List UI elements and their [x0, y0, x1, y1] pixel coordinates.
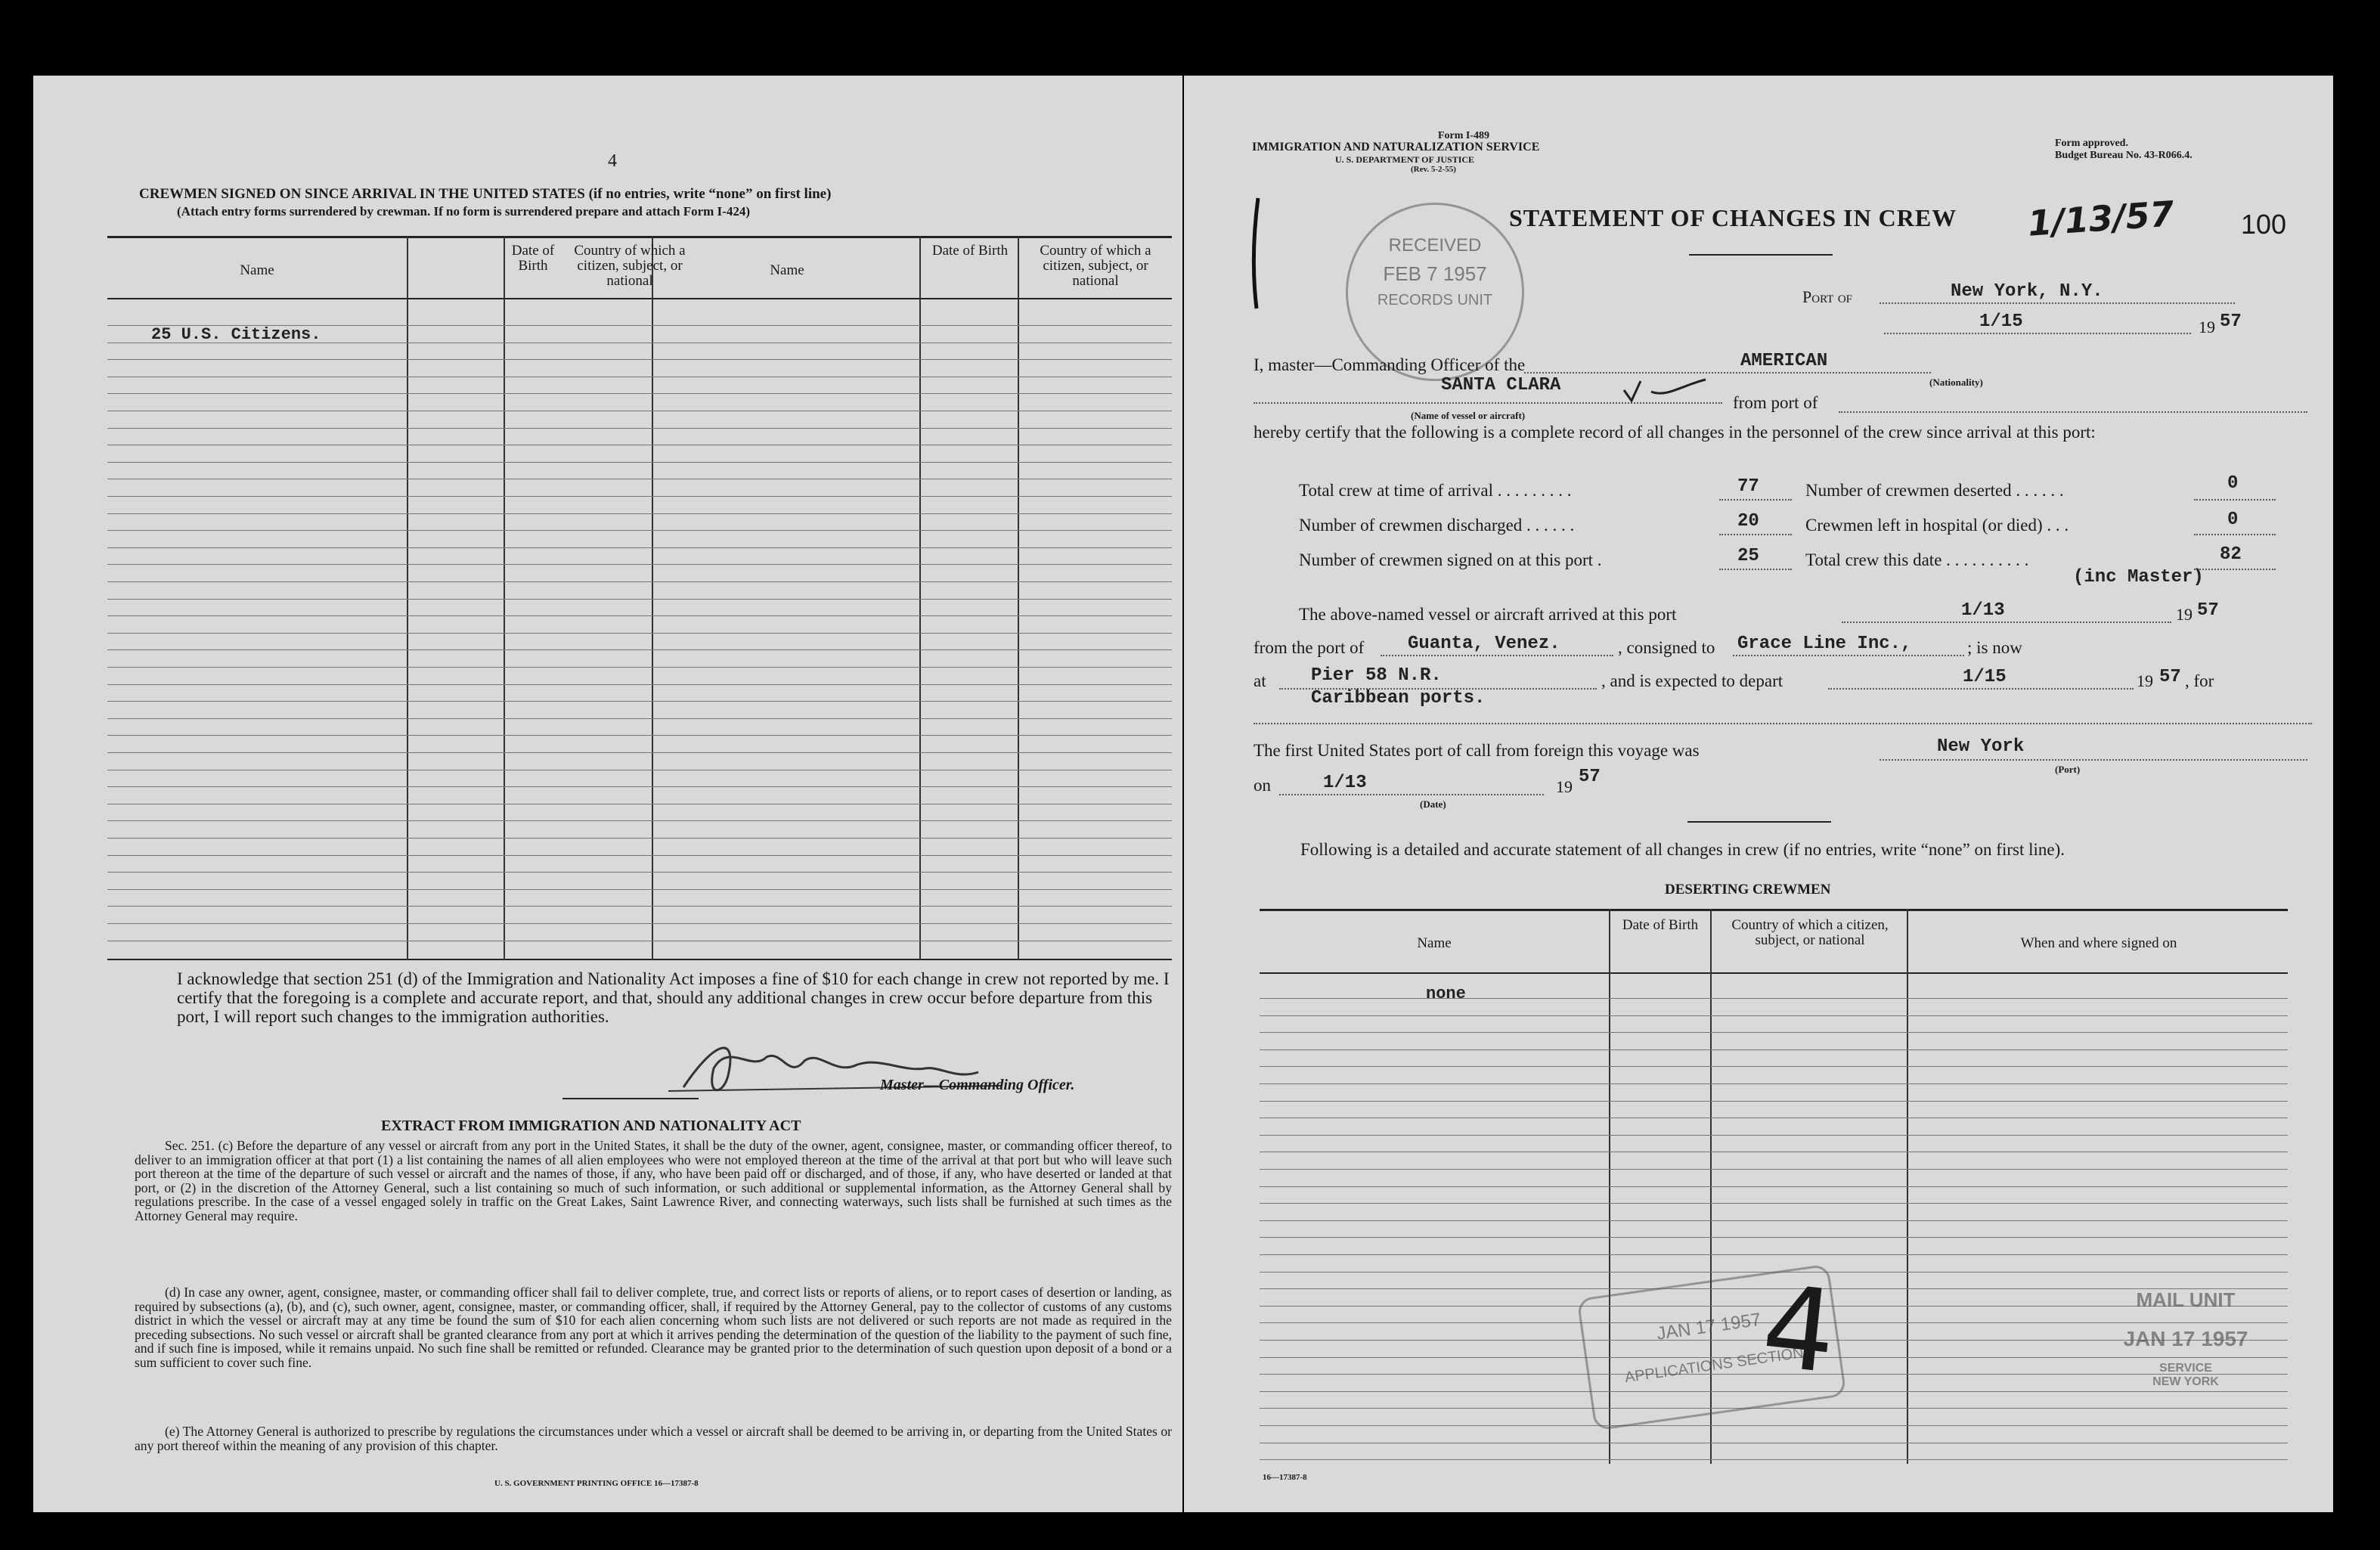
arrival-year: 57	[2197, 600, 2219, 621]
arrival-year-prefix: 19	[2176, 605, 2193, 624]
table-row	[107, 615, 1172, 616]
arrived-label: The above-named vessel or aircraft arrived at this port	[1299, 605, 1677, 624]
table-row	[107, 667, 1172, 668]
table-row	[1260, 1203, 2288, 1204]
nationality-caption: (Nationality)	[1929, 377, 1983, 388]
signature-caption: Master—Commanding Officer.	[880, 1077, 1075, 1093]
table-row	[107, 564, 1172, 565]
first-date-value: 1/13	[1323, 773, 1367, 793]
table-row	[107, 855, 1172, 856]
deserting-entry: none	[1426, 984, 1466, 1003]
discharged-value: 20	[1737, 511, 1759, 532]
table-row	[1260, 1015, 2288, 1016]
extract-title: EXTRACT FROM IMMIGRATION AND NATIONALITY ACT	[381, 1118, 801, 1134]
col-header-country-2: Country of which a citizen, subject, or national	[1040, 243, 1151, 289]
vessel-caption: (Name of vessel or aircraft)	[1411, 410, 1526, 421]
port-label: Port of	[1802, 287, 1853, 306]
signed-on-subtitle: (Attach entry forms surrendered by crewman. If no form is surrendered prepare and attach Form I-424)	[177, 204, 750, 219]
extract-paragraph-c: Sec. 251. (c) Before the departure of any vessel or aircraft from any port in the United States, it shall be the duty of the owner, agent, consignee, master, or commanding officer thereof, to deliver to an immigration officer at that port (1) a list containing the names of all alien employees who were not employed thereon at the time of the arrival at that port but who will leave such port thereon at the time of the departure of such vessel or aircraft and the names of those, if any, who have been paid off or discharged, and of those, if any, who have deserted or landed at that port, or (2) in the discretion of the Attorney General, such a list containing so much of such information, or such additional or supplemental information, as the Attorney General shall by regulations prescribe. In the case of a vessel engaged solely in traffic on the Great Lakes, Saint Lawrence River, and connecting waterways, such lists shall be furnished at such times as the Attorney General may require.	[135, 1138, 1172, 1223]
col-header-name-1: Name	[240, 262, 274, 278]
table-row	[1260, 1101, 2288, 1102]
agency-name: IMMIGRATION AND NATURALIZATION SERVICE	[1252, 141, 1540, 153]
report-date: 1/15	[1979, 312, 2023, 332]
form-number: Form I-489	[1438, 130, 1490, 141]
signed-on-table	[107, 236, 1172, 960]
table-row	[107, 649, 1172, 650]
handwritten-initial: 4	[1756, 1260, 1842, 1400]
page-number: 4	[608, 151, 617, 171]
following-text: Following is a detailed and accurate statement of all changes in crew (if no entries, write “none” on first line).	[1300, 840, 2065, 859]
table-row	[1260, 1220, 2288, 1221]
is-now-label: ; is now	[1967, 638, 2022, 657]
table-row	[1260, 1032, 2288, 1033]
table-row	[107, 581, 1172, 582]
table-row	[107, 428, 1172, 429]
table-row	[107, 906, 1172, 907]
date-caption: (Date)	[1420, 798, 1446, 810]
from-port-of-label: from the port of	[1254, 638, 1365, 657]
deserting-col-dob: Date of Birth	[1622, 917, 1699, 933]
signed-on-label: Number of crewmen signed on at this port .	[1299, 550, 1602, 569]
section-rule	[1687, 821, 1831, 823]
right-page	[1184, 76, 2333, 1512]
left-page	[33, 76, 1182, 1512]
depart-date: 1/15	[1963, 667, 2007, 687]
table-row	[107, 547, 1172, 548]
first-port-label: The first United States port of call from foreign this voyage was	[1254, 741, 1700, 760]
port-caption: (Port)	[2055, 764, 2081, 775]
revision-note: (Rev. 5-2-55)	[1411, 165, 1456, 174]
deserted-value: 0	[2227, 473, 2239, 494]
form-title: STATEMENT OF CHANGES IN CREW	[1509, 204, 1957, 231]
first-year-prefix: 19	[1556, 777, 1573, 796]
signature	[653, 1027, 1016, 1110]
approval-line-1: Form approved.	[2055, 138, 2128, 149]
for-label: , for	[2185, 671, 2214, 690]
table-row	[107, 684, 1172, 685]
applications-section-stamp: JAN 17 1957 APPLICATIONS SECTION	[1576, 1263, 1846, 1431]
col-header-country-1: Country of which a citizen, subject, or national	[574, 243, 686, 289]
table-row	[107, 718, 1172, 719]
total-crew-label: Total crew at time of arrival . . . . . . . . .	[1299, 481, 1572, 500]
destination-value: Caribbean ports.	[1311, 688, 1486, 708]
first-port-value: New York	[1937, 736, 2025, 757]
table-row	[107, 923, 1172, 924]
on-label: on	[1254, 776, 1271, 795]
handwritten-number: 100	[2241, 209, 2287, 240]
approval-line-2: Budget Bureau No. 43-R066.4.	[2055, 150, 2193, 161]
table-row	[107, 820, 1172, 821]
table-row	[107, 530, 1172, 531]
depart-year: 57	[2159, 667, 2181, 687]
first-year-value: 57	[1579, 767, 1601, 787]
nationality-value: AMERICAN	[1740, 351, 1828, 371]
table-row	[1260, 1254, 2288, 1255]
arrival-date: 1/13	[1961, 600, 2005, 621]
master-label: I, master—Commanding Officer of the	[1254, 355, 1526, 374]
from-port-label: from port of	[1733, 393, 1818, 412]
table-row	[107, 633, 1172, 634]
table-row	[107, 393, 1172, 394]
hospital-label: Crewmen left in hospital (or died) . . .	[1805, 516, 2069, 535]
table-row	[107, 872, 1172, 873]
table-row	[1260, 1135, 2288, 1136]
total-crew-value: 77	[1737, 476, 1759, 497]
signed-on-value: 25	[1737, 546, 1759, 566]
certify-text: hereby certify that the following is a complete record of all changes in the personnel of the crew since arrival at this port:	[1254, 423, 2096, 442]
total-date-label: Total crew this date . . . . . . . . . .	[1805, 550, 2029, 569]
extract-paragraph-d: (d) In case any owner, agent, consignee, master, or commanding officer shall fail to deliver complete, true, and correct lists or reports of aliens, or to report cases of desertion or landing, as required by subsections (a), (b), and (c), such owner, agent, consignee, master, or commanding officer, shall, if required by the Attorney General, pay to the collector of customs of any customs district in which the vessel or aircraft may at any time be found the sum of $10 for each alien concerning whom such lists are not delivered or such reports are not made as required in the preceding subsections. No such vessel or aircraft shall be granted clearance from any port at which it arrives pending the determination of the question of the liability to the payment of such fine, and if such fine is imposed, while it remains unpaid. No such fine shall be remitted or refunded. Clearance may be granted prior to the determination of such question upon deposit of a bond or a sum sufficient to cover such fine.	[135, 1285, 1172, 1370]
report-year: 57	[2220, 312, 2242, 332]
depart-year-prefix: 19	[2137, 671, 2153, 690]
table-row	[107, 752, 1172, 753]
deserting-col-signed-on: When and where signed on	[2020, 935, 2177, 951]
table-row	[1260, 1083, 2288, 1084]
deserting-col-name: Name	[1417, 935, 1452, 951]
extract-paragraph-e: (e) The Attorney General is authorized to prescribe by regulations the circumstances under which a vessel or aircraft shall be deemed to be arriving in, or departing from the United States or any port thereof within the meaning of any provision of this chapter.	[135, 1424, 1172, 1453]
table-row	[107, 735, 1172, 736]
table-row	[1260, 1425, 2288, 1426]
vessel-name: SANTA CLARA	[1441, 375, 1561, 395]
total-date-note: (inc Master)	[2073, 567, 2204, 587]
total-date-value: 82	[2220, 544, 2242, 565]
signature-line	[562, 1098, 699, 1099]
consignee-value: Grace Line Inc.,	[1737, 634, 1912, 654]
signed-on-entry: 25 U.S. Citizens.	[151, 325, 321, 344]
handwritten-date: 1/13/57	[2026, 193, 2176, 244]
table-row	[107, 786, 1172, 787]
check-mark	[1621, 375, 1712, 405]
hospital-value: 0	[2227, 510, 2239, 530]
signed-on-title: CREWMEN SIGNED ON SINCE ARRIVAL IN THE UNITED STATES (if no entries, write “none” on first line)	[139, 186, 832, 202]
table-row	[107, 599, 1172, 600]
department-name: U. S. DEPARTMENT OF JUSTICE	[1335, 154, 1475, 165]
at-label: at	[1254, 671, 1266, 690]
col-header-dob-2: Date of Birth	[931, 243, 1009, 259]
table-row	[1260, 1186, 2288, 1187]
from-port-value: Guanta, Venez.	[1408, 634, 1560, 654]
title-rule	[1689, 254, 1833, 256]
right-footer: 16—17387-8	[1263, 1473, 1307, 1482]
deserting-col-country: Country of which a citizen, subject, or national	[1731, 917, 1889, 948]
table-row	[1260, 1459, 2288, 1460]
left-footer: U. S. GOVERNMENT PRINTING OFFICE 16—17387-8	[494, 1479, 699, 1488]
table-row	[1260, 998, 2288, 999]
received-stamp: RECEIVED FEB 7 1957 RECORDS UNIT	[1346, 203, 1524, 381]
acknowledgment-text: I acknowledge that section 251 (d) of the Immigration and Nationality Act imposes a fine of $10 for each change in crew not reported by me. I certify that the foregoing is a complete and accurate report, and that, should any additional changes in crew occur before departure from this port, I will report such changes to the immigration authorities.	[177, 969, 1170, 1026]
table-row	[107, 701, 1172, 702]
mail-unit-stamp: MAIL UNIT JAN 17 1957 SERVICE NEW YORK	[2123, 1288, 2248, 1388]
table-row	[107, 462, 1172, 463]
port-value: New York, N.Y.	[1951, 281, 2103, 302]
table-row	[1260, 1169, 2288, 1170]
table-row	[107, 838, 1172, 839]
table-row	[107, 496, 1172, 497]
col-header-name-2: Name	[770, 262, 804, 278]
col-header-dob-1: Date of Birth	[511, 243, 555, 274]
table-row	[1260, 1049, 2288, 1050]
consigned-label: , consigned to	[1618, 638, 1715, 657]
table-row	[107, 513, 1172, 514]
deserted-label: Number of crewmen deserted . . . . . .	[1805, 481, 2064, 500]
table-row	[107, 889, 1172, 890]
table-row	[1260, 1066, 2288, 1067]
report-year-prefix: 19	[2199, 318, 2215, 336]
table-row	[1260, 1237, 2288, 1238]
depart-label: , and is expected to depart	[1601, 671, 1783, 690]
pen-mark	[1244, 195, 1267, 316]
discharged-label: Number of crewmen discharged . . . . . .	[1299, 516, 1575, 535]
deserting-title: DESERTING CREWMEN	[1665, 882, 1831, 897]
table-row	[107, 359, 1172, 360]
location-value: Pier 58 N.R.	[1311, 665, 1442, 686]
